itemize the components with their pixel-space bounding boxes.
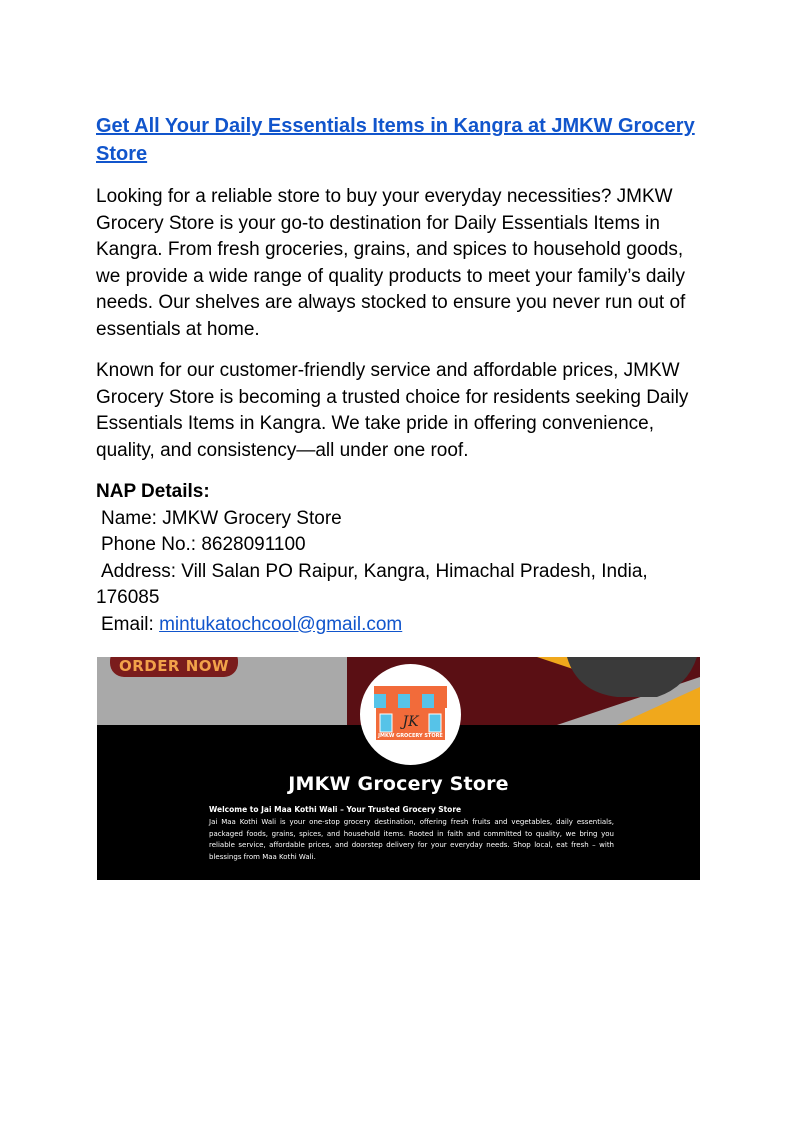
nap-address-line (96, 559, 701, 612)
banner-welcome: Welcome to Jai Maa Kothi Wali – Your Trusted Grocery Store (209, 805, 462, 814)
order-now-button[interactable]: ORDER NOW (110, 657, 238, 677)
svg-text:JK: JK (402, 714, 419, 730)
shop-icon (360, 664, 461, 765)
nap-details (96, 479, 701, 638)
nap-name: Name: JMKW Grocery Store (101, 507, 342, 529)
paragraph-intro: Looking for a reliable store to buy your everyday necessities? JMKW Grocery Store is your go-to destination for Daily Essentials Items in Kangra. From fresh groceries, grains, and spices to household goods, we provide a wide range of quality products to meet your family’s daily needs. Our shelves are always stocked to ensure you never run out of essentials at home. (96, 186, 686, 340)
nap-heading: NAP Details: (96, 481, 210, 502)
nap-email-label: Email: (101, 613, 154, 635)
nap-phone: Phone No.: 8628091100 (101, 534, 306, 555)
nap-address: Address: Vill Salan PO Raipur, Kangra, Himachal Pradesh, India, 176085 (96, 560, 648, 608)
page-title-link[interactable]: Get All Your Daily Essentials Items in Kangra at JMKW Grocery Store (96, 115, 695, 165)
store-banner-image (97, 657, 700, 880)
banner-description: Jai Maa Kothi Wali is your one-stop grocery destination, offering fresh fruits and vegetables, daily essentials, packaged foods, grains, spices, and household items. Rooted in faith and committed to quality, we bring you reliable service, affordable prices, and doorstep delivery for your everyday needs. Shop local, eat fresh – with blessings from Maa Kothi Wali. (209, 818, 614, 861)
banner-store-name: JMKW Grocery Store (288, 773, 509, 795)
logo-text: JMKW GROCERY STORE (378, 733, 443, 739)
email-link[interactable]: mintukatochcool@gmail.com (159, 613, 403, 635)
store-logo (360, 664, 461, 765)
document-body (96, 112, 701, 638)
paragraph-service: Known for our customer-friendly service and affordable prices, JMKW Grocery Store is becoming a trusted choice for residents seeking Daily Essentials Items in Kangra. We take pride in offering convenience, quality, and consistency—all under one roof. (96, 360, 689, 461)
